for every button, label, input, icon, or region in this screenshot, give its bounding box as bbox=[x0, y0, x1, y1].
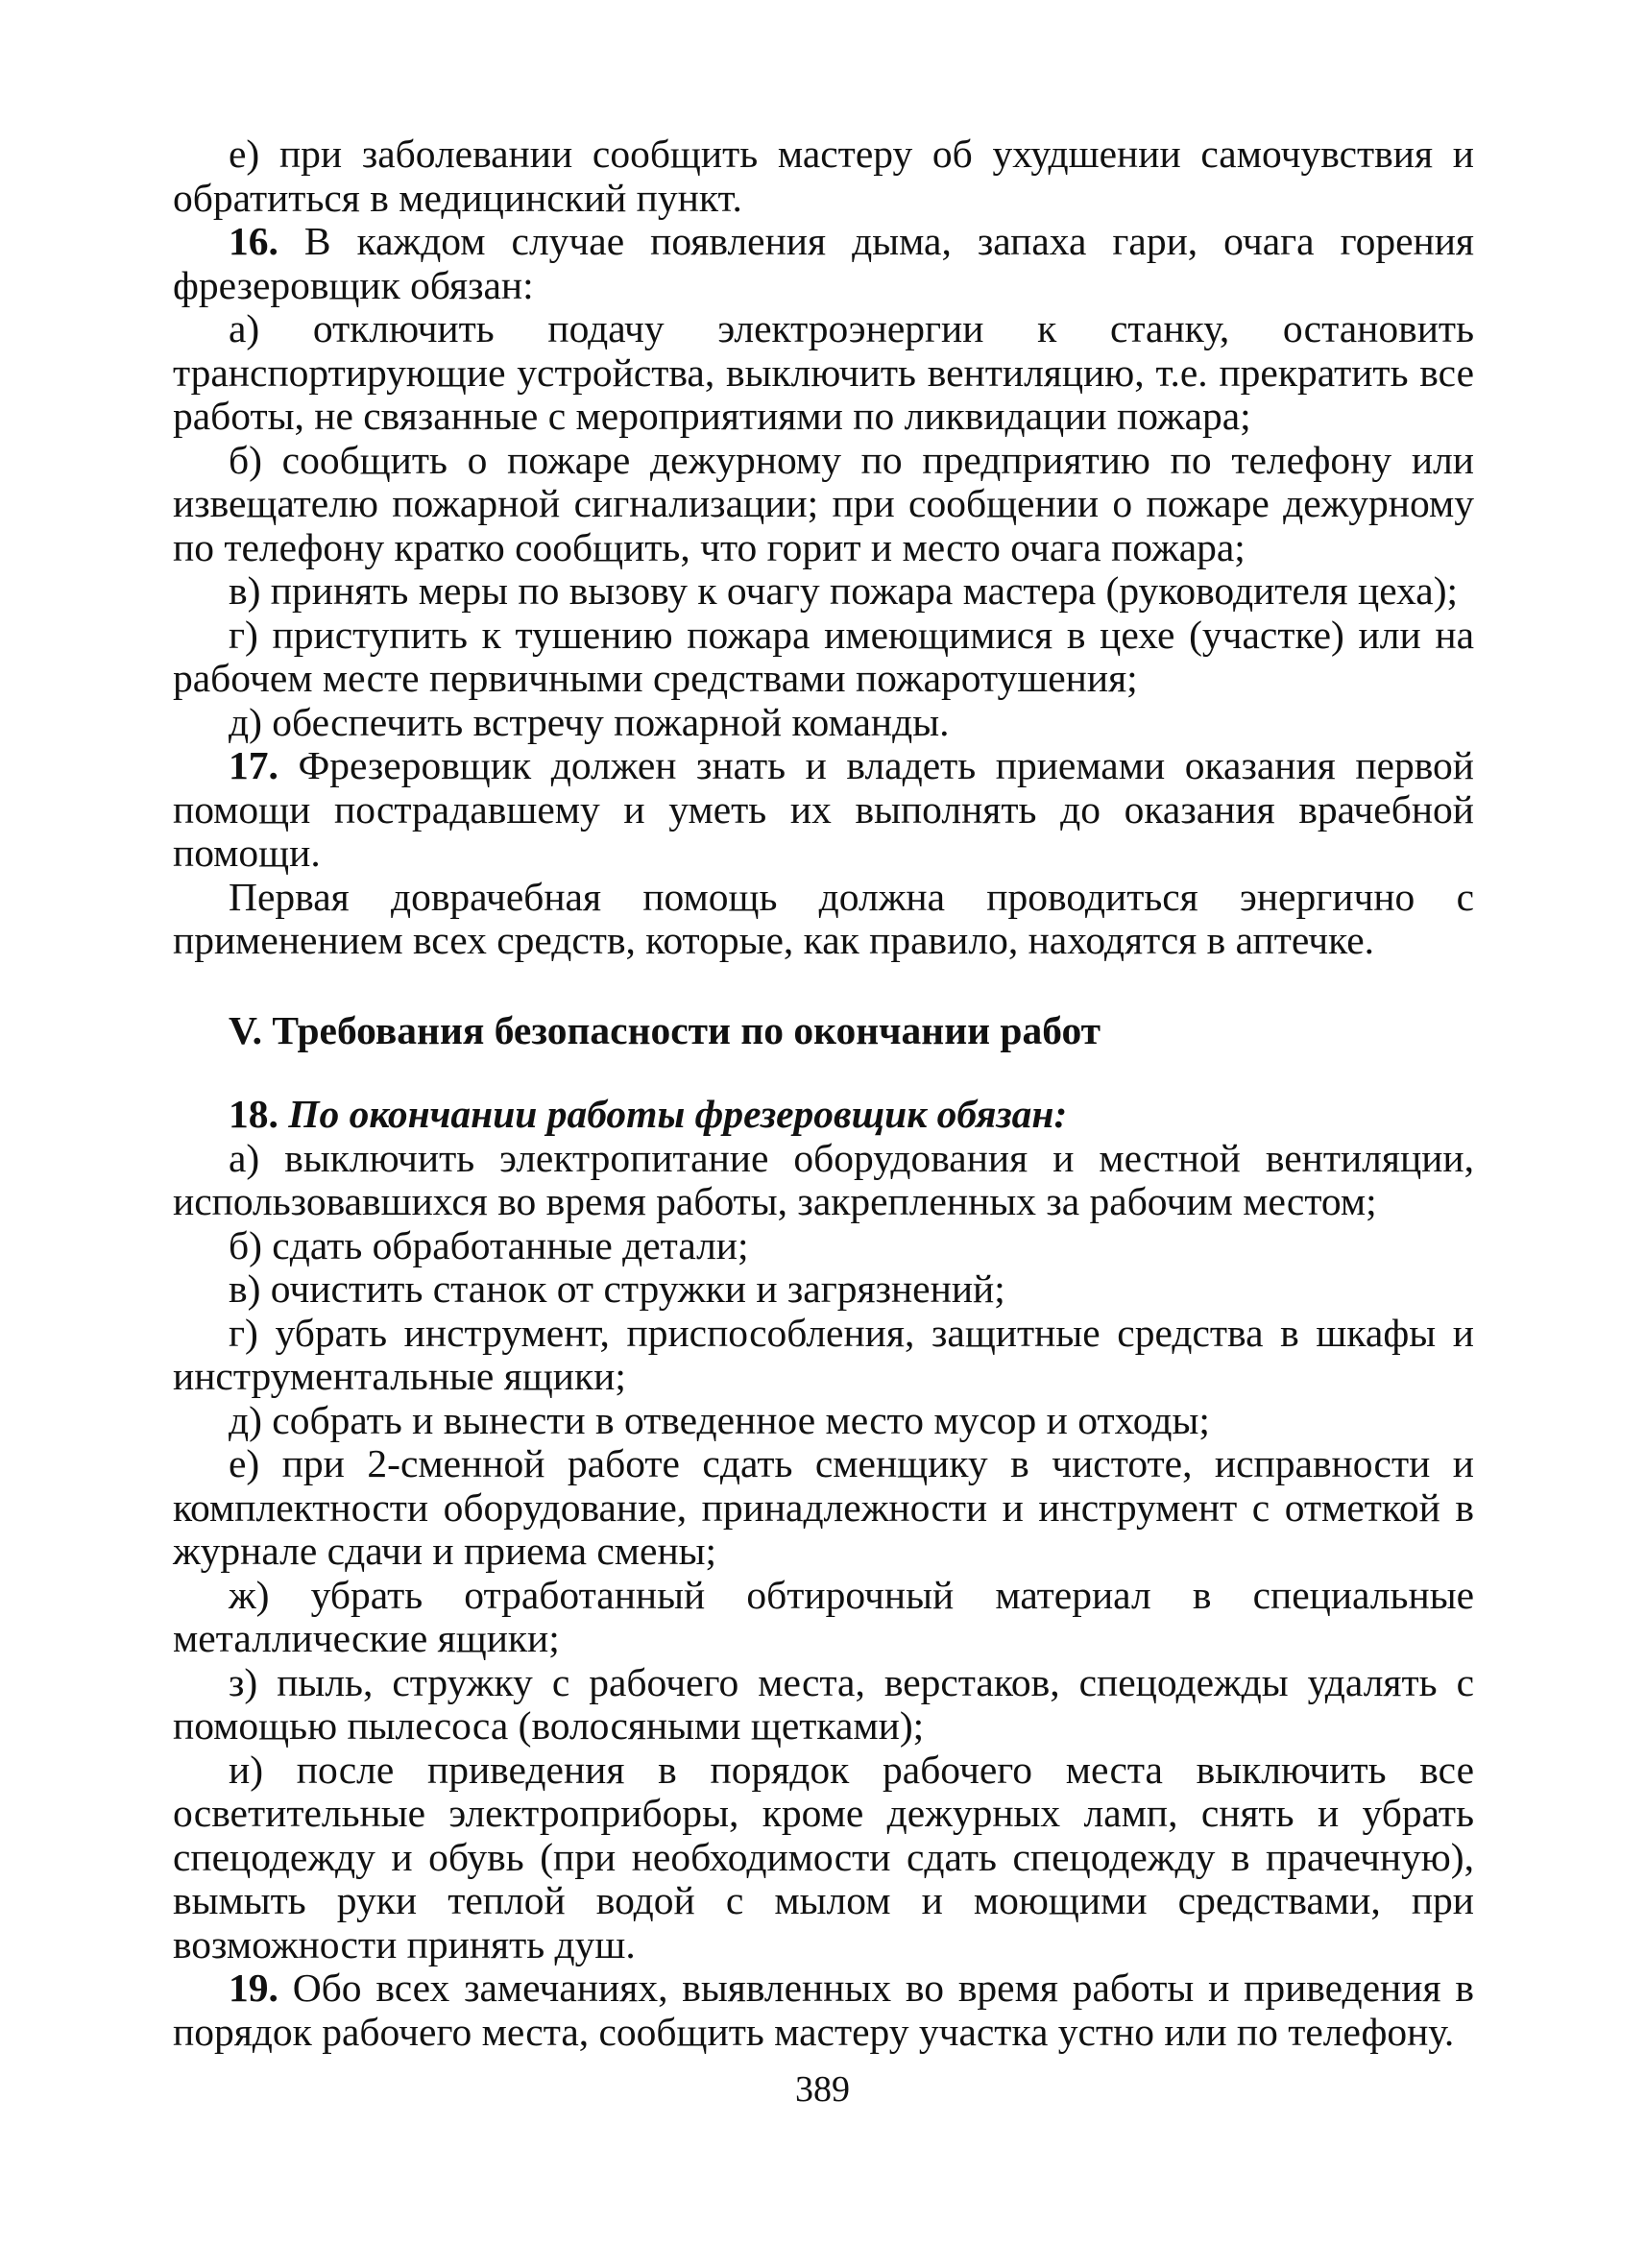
paragraph-18i: и) после приведения в порядок рабочего места выключить все осветительные электроприборы, кроме дежурных ламп, снять и убрать спецодежду и обувь (при необходимости сдать спецодежду в прачечную), вымыть руки теплой водой с мылом и моющими средствами, при возможности принять душ. bbox=[173, 1747, 1474, 1966]
paragraph-18 bbox=[173, 1093, 1474, 1137]
item-number-17: 17. bbox=[229, 743, 278, 787]
paragraph-18e: е) при 2-сменной работе сдать сменщику в чистоте, исправности и комплектности оборудование, принадлежности и инструмент с отметкой в журнале сдачи и приема смены; bbox=[173, 1441, 1474, 1573]
paragraph-16 bbox=[173, 220, 1474, 307]
document-page bbox=[173, 133, 1474, 2054]
paragraph-16a: а) отключить подачу электроэнергии к станку, остановить транспортирующие устройства, выключить вентиляцию, т.е. прекратить все работы, не связанные с мероприятиями по ликвидации пожара; bbox=[173, 306, 1474, 438]
paragraph-19 bbox=[173, 1966, 1474, 2054]
paragraph-18g: г) убрать инструмент, приспособления, защитные средства в шкафы и инструментальные ящики; bbox=[173, 1310, 1474, 1398]
item-number-19: 19. bbox=[229, 1966, 278, 2010]
paragraph-18b: б) сдать обработанные детали; bbox=[229, 1222, 749, 1267]
item-number-16: 16. bbox=[229, 219, 278, 263]
paragraph-16d: д) обеспечить встречу пожарной команды. bbox=[229, 699, 950, 744]
paragraph-17 bbox=[173, 744, 1474, 876]
page-number: 389 bbox=[795, 2069, 850, 2110]
paragraph-16b: б) сообщить о пожаре дежурному по предприятию по телефону или извещателю пожарной сигнализации; при сообщении о пожаре дежурному по телефону кратко сообщить, что горит и место очага пожара; bbox=[173, 437, 1474, 569]
paragraph-18d: д) собрать и вынести в отведенное место мусор и отходы; bbox=[229, 1397, 1210, 1442]
paragraph-18v: в) очистить станок от стружки и загрязнений; bbox=[229, 1267, 1005, 1311]
paragraph-18-lead: По окончании работы фрезеровщик обязан: bbox=[278, 1092, 1068, 1136]
paragraph-15e: е) при заболевании сообщить мастеру об ухудшении самочувствия и обратиться в медицинский пункт. bbox=[173, 132, 1474, 220]
paragraph-16g: г) приступить к тушению пожара имеющимися в цехе (участке) или на рабочем месте первичными средствами пожаротушения; bbox=[173, 612, 1474, 700]
paragraph-17-text: Фрезеровщик должен знать и владеть приемами оказания первой помощи пострадавшему и уметь их выполнять до оказания врачебной помощи. bbox=[173, 743, 1474, 875]
section-heading: V. Требования безопасности по окончании работ bbox=[229, 1007, 1101, 1052]
paragraph-18zh: ж) убрать отработанный обтирочный материал в специальные металлические ящики; bbox=[173, 1572, 1474, 1660]
paragraph-19-text: Обо всех замечаниях, выявленных во время работы и приведения в порядок рабочего места, сообщить мастеру участка устно или по телефону. bbox=[173, 1966, 1474, 2054]
paragraph-17-extra: Первая доврачебная помощь должна проводиться энергично с применением всех средств, которые, как правило, находятся в аптечке. bbox=[173, 874, 1474, 962]
paragraph-16-text: В каждом случае появления дыма, запаха гари, очага горения фрезеровщик обязан: bbox=[173, 219, 1474, 307]
paragraph-18a: а) выключить электропитание оборудования и местной вентиляции, использовавшихся во время работы, закрепленных за рабочим местом; bbox=[173, 1135, 1474, 1223]
paragraph-16v: в) принять меры по вызову к очагу пожара мастера (руководителя цеха); bbox=[229, 568, 1459, 613]
item-number-18: 18. bbox=[229, 1092, 278, 1136]
paragraph-18z: з) пыль, стружку с рабочего места, верстаков, спецодежды удалять с помощью пылесоса (волосяными щетками); bbox=[173, 1659, 1474, 1748]
